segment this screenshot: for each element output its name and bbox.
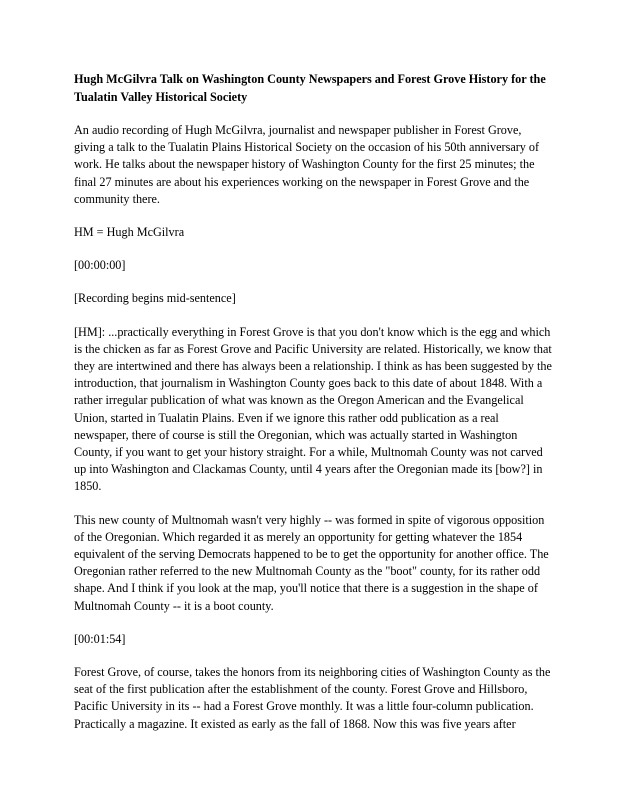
timestamp: [00:01:54] xyxy=(74,631,126,646)
transcript-paragraph: This new county of Multnomah wasn't very highly -- was formed in spite of vigorous opposition of the Oregonian. Which regarded it as merely an opportunity for getting whatever the 1854 equivalent of the serving Democrats happened to be to get the opportunity for another office. The Oregonian rather referred to the new Multnomah County as the "boot" county, for its rather odd shape. And I think if you look at the map, you'll notice that there is a suggestion in the shape of Multnomah County -- it is a boot county. xyxy=(74,512,549,613)
speaker-key: HM = Hugh McGilvra xyxy=(74,225,185,240)
document-body xyxy=(74,70,554,749)
timestamp: [00:00:00] xyxy=(74,258,126,273)
document-title: Hugh McGilvra Talk on Washington County Newspapers and Forest Grove History for the Tualatin Valley Historical Society xyxy=(74,72,546,104)
recording-note: [Recording begins mid-sentence] xyxy=(74,291,236,306)
intro-paragraph: An audio recording of Hugh McGilvra, journalist and newspaper publisher in Forest Grove, giving a talk to the Tualatin Plains Historical Society on the occasion of his 50th anniversary of work. He talks about the newspaper history of Washington County for the first 25 minutes; the final 27 minutes are about his experiences working on the newspaper in Forest Grove and the community there. xyxy=(74,123,540,206)
transcript-paragraph: [HM]: ...practically everything in Forest Grove is that you don't know which is the egg and which is the chicken as far as Forest Grove and Pacific University are related. Historically, we know that they are intertwined and there has always been a relationship. I think as has been suggested by the introduction, that journalism in Washington County goes back to this date of about 1848. With a rather irregular publication of what was known as the Oregon American and the Evangelical Union, started in Tualatin Plains. Even if we ignore this rather odd publication as a real newspaper, there of course is still the Oregonian, which was actually started in Washington County, if you want to get your history straight. For a while, Multnomah County was not carved up into Washington and Clackamas County, until 4 years after the Oregonian made its [bow?] in 1850. xyxy=(74,324,552,494)
transcript-paragraph: Forest Grove, of course, takes the honors from its neighboring cities of Washington County as the seat of the first publication after the establishment of the county. Forest Grove and Hillsboro, Pacific University in its -- had a Forest Grove monthly. It was a little four-column publication. Practically a magazine. It existed as early as the fall of 1868. Now this was five years after xyxy=(74,665,551,731)
